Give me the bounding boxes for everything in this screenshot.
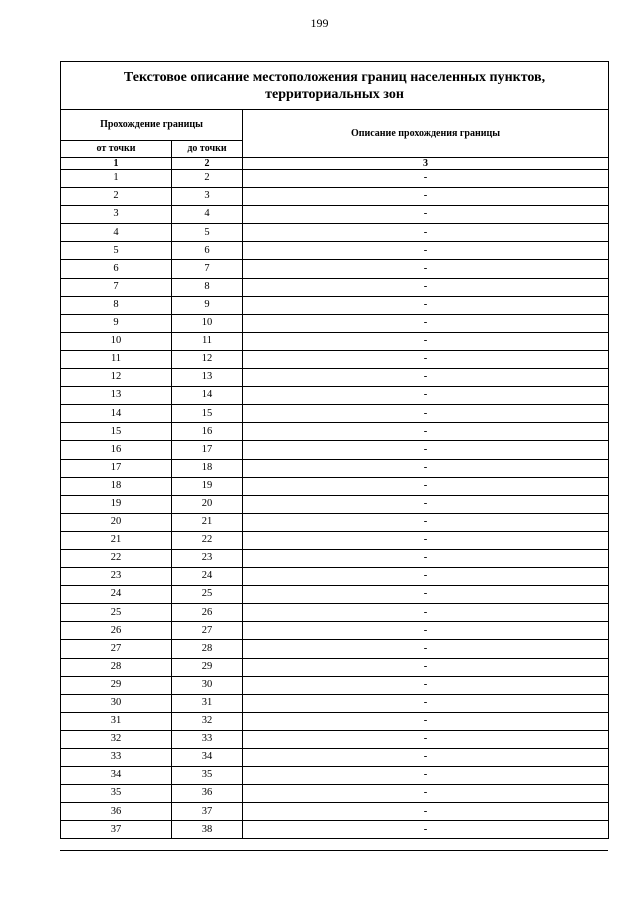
table-title bbox=[61, 62, 609, 110]
table-row bbox=[61, 549, 609, 567]
description-cell: - bbox=[243, 622, 609, 640]
from-point-cell: 30 bbox=[61, 694, 172, 712]
to-point-cell: 6 bbox=[172, 242, 243, 260]
to-point-cell: 34 bbox=[172, 749, 243, 767]
to-point-cell: 7 bbox=[172, 260, 243, 278]
table-row bbox=[61, 730, 609, 748]
to-point-cell: 24 bbox=[172, 568, 243, 586]
to-point-cell: 14 bbox=[172, 387, 243, 405]
from-point-cell: 7 bbox=[61, 278, 172, 296]
boundary-table bbox=[60, 61, 609, 839]
table-row bbox=[61, 658, 609, 676]
table-row bbox=[61, 531, 609, 549]
column-number-row bbox=[61, 158, 609, 170]
to-point-cell: 8 bbox=[172, 278, 243, 296]
description-cell: - bbox=[243, 586, 609, 604]
description-cell: - bbox=[243, 206, 609, 224]
table-row bbox=[61, 785, 609, 803]
table-row bbox=[61, 170, 609, 188]
from-point-cell: 5 bbox=[61, 242, 172, 260]
description-cell: - bbox=[243, 785, 609, 803]
table-title-line1: Текстовое описание местоположения границ населенных пунктов, bbox=[123, 69, 546, 85]
table-row bbox=[61, 676, 609, 694]
from-point-cell: 14 bbox=[61, 405, 172, 423]
table-row bbox=[61, 586, 609, 604]
from-point-cell: 23 bbox=[61, 568, 172, 586]
from-point-cell: 10 bbox=[61, 332, 172, 350]
to-point-cell: 27 bbox=[172, 622, 243, 640]
table-row bbox=[61, 314, 609, 332]
to-point-cell: 33 bbox=[172, 730, 243, 748]
table-row bbox=[61, 749, 609, 767]
table-row bbox=[61, 803, 609, 821]
to-point-cell: 22 bbox=[172, 531, 243, 549]
table-row bbox=[61, 206, 609, 224]
to-point-cell: 37 bbox=[172, 803, 243, 821]
description-cell: - bbox=[243, 712, 609, 730]
description-cell: - bbox=[243, 640, 609, 658]
from-point-cell: 3 bbox=[61, 206, 172, 224]
to-point-cell: 30 bbox=[172, 676, 243, 694]
description-cell: - bbox=[243, 495, 609, 513]
description-cell: - bbox=[243, 513, 609, 531]
from-point-cell: 9 bbox=[61, 314, 172, 332]
from-point-cell: 25 bbox=[61, 604, 172, 622]
column-number: 1 bbox=[61, 158, 172, 170]
table-row bbox=[61, 604, 609, 622]
page-number: 199 bbox=[310, 16, 329, 30]
bottom-border-line bbox=[60, 850, 608, 851]
table-row bbox=[61, 495, 609, 513]
description-cell: - bbox=[243, 477, 609, 495]
table-row bbox=[61, 513, 609, 531]
description-cell: - bbox=[243, 278, 609, 296]
table-row bbox=[61, 459, 609, 477]
table-row bbox=[61, 640, 609, 658]
to-point-cell: 25 bbox=[172, 586, 243, 604]
description-cell: - bbox=[243, 296, 609, 314]
from-point-cell: 28 bbox=[61, 658, 172, 676]
from-point-cell: 12 bbox=[61, 369, 172, 387]
description-cell: - bbox=[243, 459, 609, 477]
from-point-cell: 21 bbox=[61, 531, 172, 549]
table-row bbox=[61, 387, 609, 405]
to-point-cell: 13 bbox=[172, 369, 243, 387]
from-point-cell: 18 bbox=[61, 477, 172, 495]
to-point-cell: 17 bbox=[172, 441, 243, 459]
description-cell: - bbox=[243, 676, 609, 694]
description-cell: - bbox=[243, 170, 609, 188]
description-cell: - bbox=[243, 332, 609, 350]
to-point-cell: 35 bbox=[172, 767, 243, 785]
to-point-cell: 9 bbox=[172, 296, 243, 314]
table-row bbox=[61, 423, 609, 441]
from-point-cell: 37 bbox=[61, 821, 172, 839]
table-row bbox=[61, 622, 609, 640]
description-cell: - bbox=[243, 441, 609, 459]
description-cell: - bbox=[243, 803, 609, 821]
table-row bbox=[61, 369, 609, 387]
from-point-cell: 4 bbox=[61, 224, 172, 242]
column-number: 2 bbox=[172, 158, 243, 170]
to-point-cell: 3 bbox=[172, 188, 243, 206]
from-point-cell: 33 bbox=[61, 749, 172, 767]
header-to: до точки bbox=[172, 141, 243, 158]
to-point-cell: 2 bbox=[172, 170, 243, 188]
table-row bbox=[61, 441, 609, 459]
from-point-cell: 2 bbox=[61, 188, 172, 206]
from-point-cell: 27 bbox=[61, 640, 172, 658]
description-cell: - bbox=[243, 369, 609, 387]
description-cell: - bbox=[243, 242, 609, 260]
to-point-cell: 18 bbox=[172, 459, 243, 477]
from-point-cell: 11 bbox=[61, 350, 172, 368]
table-row bbox=[61, 477, 609, 495]
table-row bbox=[61, 568, 609, 586]
from-point-cell: 31 bbox=[61, 712, 172, 730]
table-row bbox=[61, 821, 609, 839]
to-point-cell: 31 bbox=[172, 694, 243, 712]
header-row-top bbox=[61, 110, 609, 141]
from-point-cell: 34 bbox=[61, 767, 172, 785]
to-point-cell: 23 bbox=[172, 549, 243, 567]
description-cell: - bbox=[243, 531, 609, 549]
description-cell: - bbox=[243, 387, 609, 405]
description-cell: - bbox=[243, 604, 609, 622]
from-point-cell: 32 bbox=[61, 730, 172, 748]
from-point-cell: 26 bbox=[61, 622, 172, 640]
from-point-cell: 1 bbox=[61, 170, 172, 188]
description-cell: - bbox=[243, 314, 609, 332]
description-cell: - bbox=[243, 658, 609, 676]
from-point-cell: 16 bbox=[61, 441, 172, 459]
description-cell: - bbox=[243, 405, 609, 423]
header-description: Описание прохождения границы bbox=[243, 110, 609, 158]
description-cell: - bbox=[243, 730, 609, 748]
to-point-cell: 19 bbox=[172, 477, 243, 495]
to-point-cell: 11 bbox=[172, 332, 243, 350]
description-cell: - bbox=[243, 568, 609, 586]
description-cell: - bbox=[243, 821, 609, 839]
description-cell: - bbox=[243, 224, 609, 242]
to-point-cell: 12 bbox=[172, 350, 243, 368]
table-row bbox=[61, 224, 609, 242]
to-point-cell: 29 bbox=[172, 658, 243, 676]
from-point-cell: 20 bbox=[61, 513, 172, 531]
table-row bbox=[61, 767, 609, 785]
description-cell: - bbox=[243, 767, 609, 785]
from-point-cell: 24 bbox=[61, 586, 172, 604]
table-title-row bbox=[61, 62, 609, 110]
from-point-cell: 6 bbox=[61, 260, 172, 278]
description-cell: - bbox=[243, 260, 609, 278]
description-cell: - bbox=[243, 694, 609, 712]
table-row bbox=[61, 260, 609, 278]
table-title-line2: территориальных зон bbox=[265, 86, 404, 102]
from-point-cell: 29 bbox=[61, 676, 172, 694]
to-point-cell: 36 bbox=[172, 785, 243, 803]
to-point-cell: 32 bbox=[172, 712, 243, 730]
table-row bbox=[61, 188, 609, 206]
from-point-cell: 15 bbox=[61, 423, 172, 441]
header-passage: Прохождение границы bbox=[61, 110, 243, 141]
description-cell: - bbox=[243, 549, 609, 567]
description-cell: - bbox=[243, 423, 609, 441]
table-row bbox=[61, 242, 609, 260]
from-point-cell: 22 bbox=[61, 549, 172, 567]
table-row bbox=[61, 332, 609, 350]
from-point-cell: 19 bbox=[61, 495, 172, 513]
to-point-cell: 16 bbox=[172, 423, 243, 441]
table-row bbox=[61, 694, 609, 712]
table-row bbox=[61, 712, 609, 730]
to-point-cell: 10 bbox=[172, 314, 243, 332]
description-cell: - bbox=[243, 749, 609, 767]
header-from: от точки bbox=[61, 141, 172, 158]
to-point-cell: 15 bbox=[172, 405, 243, 423]
table-row bbox=[61, 405, 609, 423]
to-point-cell: 4 bbox=[172, 206, 243, 224]
from-point-cell: 36 bbox=[61, 803, 172, 821]
to-point-cell: 20 bbox=[172, 495, 243, 513]
from-point-cell: 17 bbox=[61, 459, 172, 477]
column-number: 3 bbox=[243, 158, 609, 170]
to-point-cell: 38 bbox=[172, 821, 243, 839]
from-point-cell: 35 bbox=[61, 785, 172, 803]
table-row bbox=[61, 350, 609, 368]
from-point-cell: 13 bbox=[61, 387, 172, 405]
to-point-cell: 21 bbox=[172, 513, 243, 531]
description-cell: - bbox=[243, 188, 609, 206]
to-point-cell: 26 bbox=[172, 604, 243, 622]
to-point-cell: 5 bbox=[172, 224, 243, 242]
table-row bbox=[61, 278, 609, 296]
to-point-cell: 28 bbox=[172, 640, 243, 658]
table-row bbox=[61, 296, 609, 314]
from-point-cell: 8 bbox=[61, 296, 172, 314]
description-cell: - bbox=[243, 350, 609, 368]
